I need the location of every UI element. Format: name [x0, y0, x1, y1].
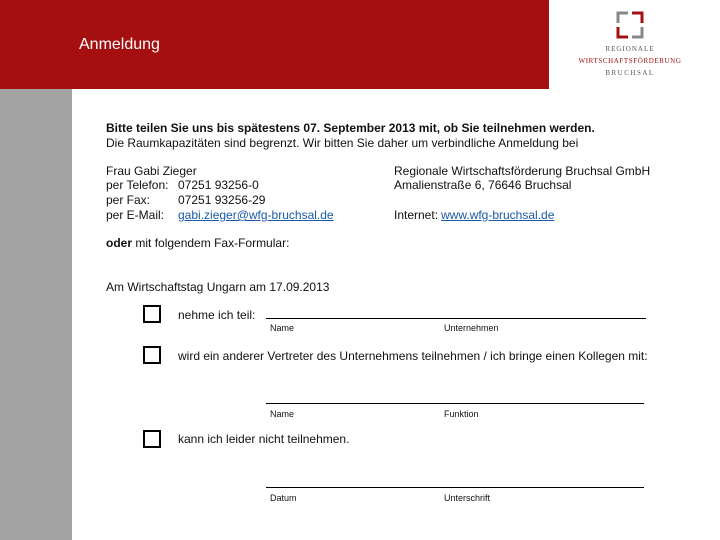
left-stripe: [0, 89, 72, 540]
checkbox-representative[interactable]: [143, 346, 161, 364]
or-word: oder: [106, 236, 133, 250]
org-name: Regionale Wirtschaftsförderung Bruchsal GmbH: [394, 164, 651, 178]
internet-label: Internet:: [394, 208, 439, 222]
option-attend-label: nehme ich teil:: [178, 308, 256, 322]
internet-link[interactable]: www.wfg-bruchsal.de: [441, 208, 555, 222]
line-decline[interactable]: [266, 487, 644, 488]
page-title: Anmeldung: [79, 36, 160, 53]
phone-label: per Telefon:: [106, 178, 169, 192]
header-band: [0, 0, 549, 89]
field-function-label: Funktion: [444, 409, 479, 419]
field-company-label: Unternehmen: [444, 323, 499, 333]
intro-line2: Die Raumkapazitäten sind begrenzt. Wir bitten Sie daher um verbindliche Anmeldung bei: [106, 136, 579, 150]
event-line: Am Wirtschaftstag Ungarn am 17.09.2013: [106, 280, 330, 294]
field-signature-label: Unterschrift: [444, 493, 491, 503]
option-representative-label: wird ein anderer Vertreter des Unternehmens teilnehmen / ich bringe einen Kollegen mit:: [178, 349, 648, 363]
line-attend[interactable]: [266, 318, 646, 319]
intro-line1: Bitte teilen Sie uns bis spätestens 07. September 2013 mit, ob Sie teilnehmen werden.: [106, 121, 595, 135]
fax-label: per Fax:: [106, 193, 151, 207]
line-representative[interactable]: [266, 403, 644, 404]
logo-text-line1: REGIONALE: [605, 45, 655, 53]
fax-value: 07251 93256-29: [178, 193, 266, 207]
logo-text-line2: WIRTSCHAFTSFÖRDERUNG: [578, 57, 682, 65]
checkbox-decline[interactable]: [143, 430, 161, 448]
logo: [570, 8, 690, 80]
or-line: [106, 236, 289, 250]
email-link[interactable]: gabi.zieger@wfg-bruchsal.de: [178, 208, 334, 222]
org-address: Amalienstraße 6, 76646 Bruchsal: [394, 178, 572, 192]
email-label: per E-Mail:: [106, 208, 165, 222]
field-name-label: Name: [270, 323, 295, 333]
logo-text-line3: BRUCHSAL: [605, 69, 655, 77]
option-decline-label: kann ich leider nicht teilnehmen.: [178, 432, 350, 446]
contact-name: Frau Gabi Zieger: [106, 164, 197, 178]
field-date-label: Datum: [270, 493, 297, 503]
logo-mark-icon: [616, 11, 644, 39]
or-rest: mit folgendem Fax-Formular:: [135, 236, 290, 250]
field-name-label-2: Name: [270, 409, 295, 419]
phone-value: 07251 93256-0: [178, 178, 259, 192]
checkbox-attend[interactable]: [143, 305, 161, 323]
